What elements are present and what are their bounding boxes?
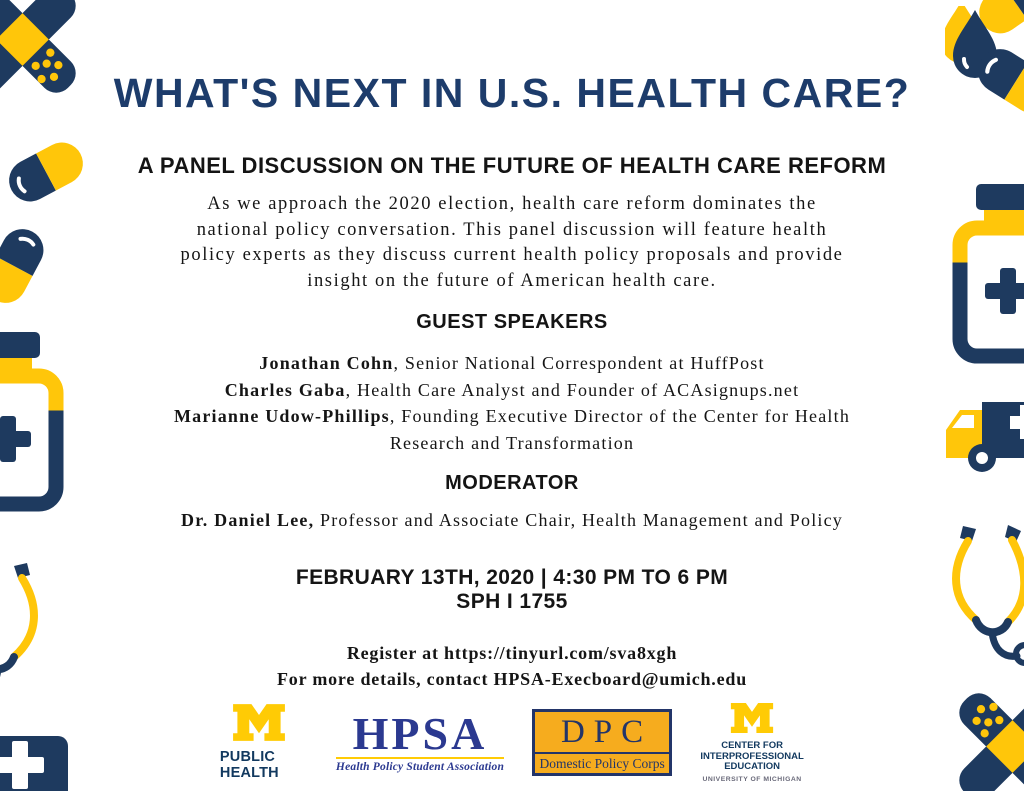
moderator-role: Professor and Associate Chair, Health Management and Policy: [314, 510, 843, 530]
pill-bottle-icon: [952, 182, 1024, 364]
event-date-line: FEBRUARY 13TH, 2020 | 4:30 PM TO 6 PM: [295, 566, 729, 589]
guest-speakers-heading: GUEST SPEAKERS: [416, 311, 608, 333]
speaker-item: [152, 377, 872, 404]
dpc-acronym: DPC: [560, 713, 653, 750]
pill-capsule-icon: [0, 220, 52, 311]
pill-capsule-icon: [970, 0, 1024, 43]
cipe-line2: INTERPROFESSIONAL: [700, 750, 804, 762]
speaker-list: [152, 350, 872, 456]
event-datetime: [0, 566, 1024, 613]
hpsa-acronym: HPSA: [352, 707, 488, 759]
registration-info: [0, 640, 1024, 692]
dpc-logo: [532, 709, 672, 776]
description-line: insight on the future of American health care.: [307, 270, 717, 291]
speaker-item: [152, 350, 872, 377]
hpsa-logo: [335, 707, 505, 773]
cipe-line1: CENTER FOR: [721, 740, 783, 751]
moderator-name: Dr. Daniel Lee,: [181, 510, 315, 530]
public-health-label: [220, 750, 308, 781]
block-m-icon: [700, 702, 804, 739]
page-title: WHAT'S NEXT IN U.S. HEALTH CARE?: [113, 70, 911, 116]
cipe-line3: EDUCATION: [724, 761, 780, 772]
public-health-logo: [220, 703, 308, 781]
speaker-name: Jonathan Cohn: [259, 353, 394, 373]
speaker-role: , Founding Executive Director of the Center for Health Research and Transformation: [389, 406, 851, 453]
speaker-name: Charles Gaba: [224, 379, 346, 400]
description-line: policy experts as they discuss current health policy proposals and provide: [180, 245, 844, 265]
speaker-name: Marianne Udow-Phillips: [173, 406, 390, 426]
block-m-icon: [232, 703, 308, 747]
public-health-line2: HEALTH: [219, 764, 279, 781]
contact-email-line: For more details, contact HPSA-Execboard@umich.edu: [276, 669, 748, 689]
dpc-tagline: Domestic Policy Corps: [535, 752, 669, 773]
cipe-label: [700, 741, 804, 773]
register-url-line: Register at https://tinyurl.com/sva8xgh: [346, 643, 678, 663]
cipe-logo: [700, 702, 804, 783]
speaker-role: , Senior National Correspondent at HuffPost: [393, 353, 765, 373]
hpsa-tagline: Health Policy Student Association: [336, 757, 504, 773]
speaker-item: [152, 403, 872, 456]
water-drop-icon: [945, 6, 1005, 78]
description-line: national policy conversation. This panel discussion will feature health: [196, 219, 828, 240]
logo-row: [0, 702, 1024, 783]
description-line: As we approach the 2020 election, health care reform dominates the: [207, 194, 817, 214]
public-health-line1: PUBLIC: [219, 749, 276, 766]
subtitle: A PANEL DISCUSSION ON THE FUTURE OF HEALTH CARE REFORM: [137, 153, 887, 178]
moderator-item: [177, 507, 847, 534]
event-location-line: SPH I 1755: [456, 589, 568, 613]
cipe-university-line: UNIVERSITY OF MICHIGAN: [702, 775, 802, 783]
speaker-role: , Health Care Analyst and Founder of ACAsignups.net: [345, 379, 800, 400]
ambulance-icon: [938, 396, 1024, 478]
description: [132, 192, 892, 294]
moderator-heading: MODERATOR: [445, 472, 579, 494]
